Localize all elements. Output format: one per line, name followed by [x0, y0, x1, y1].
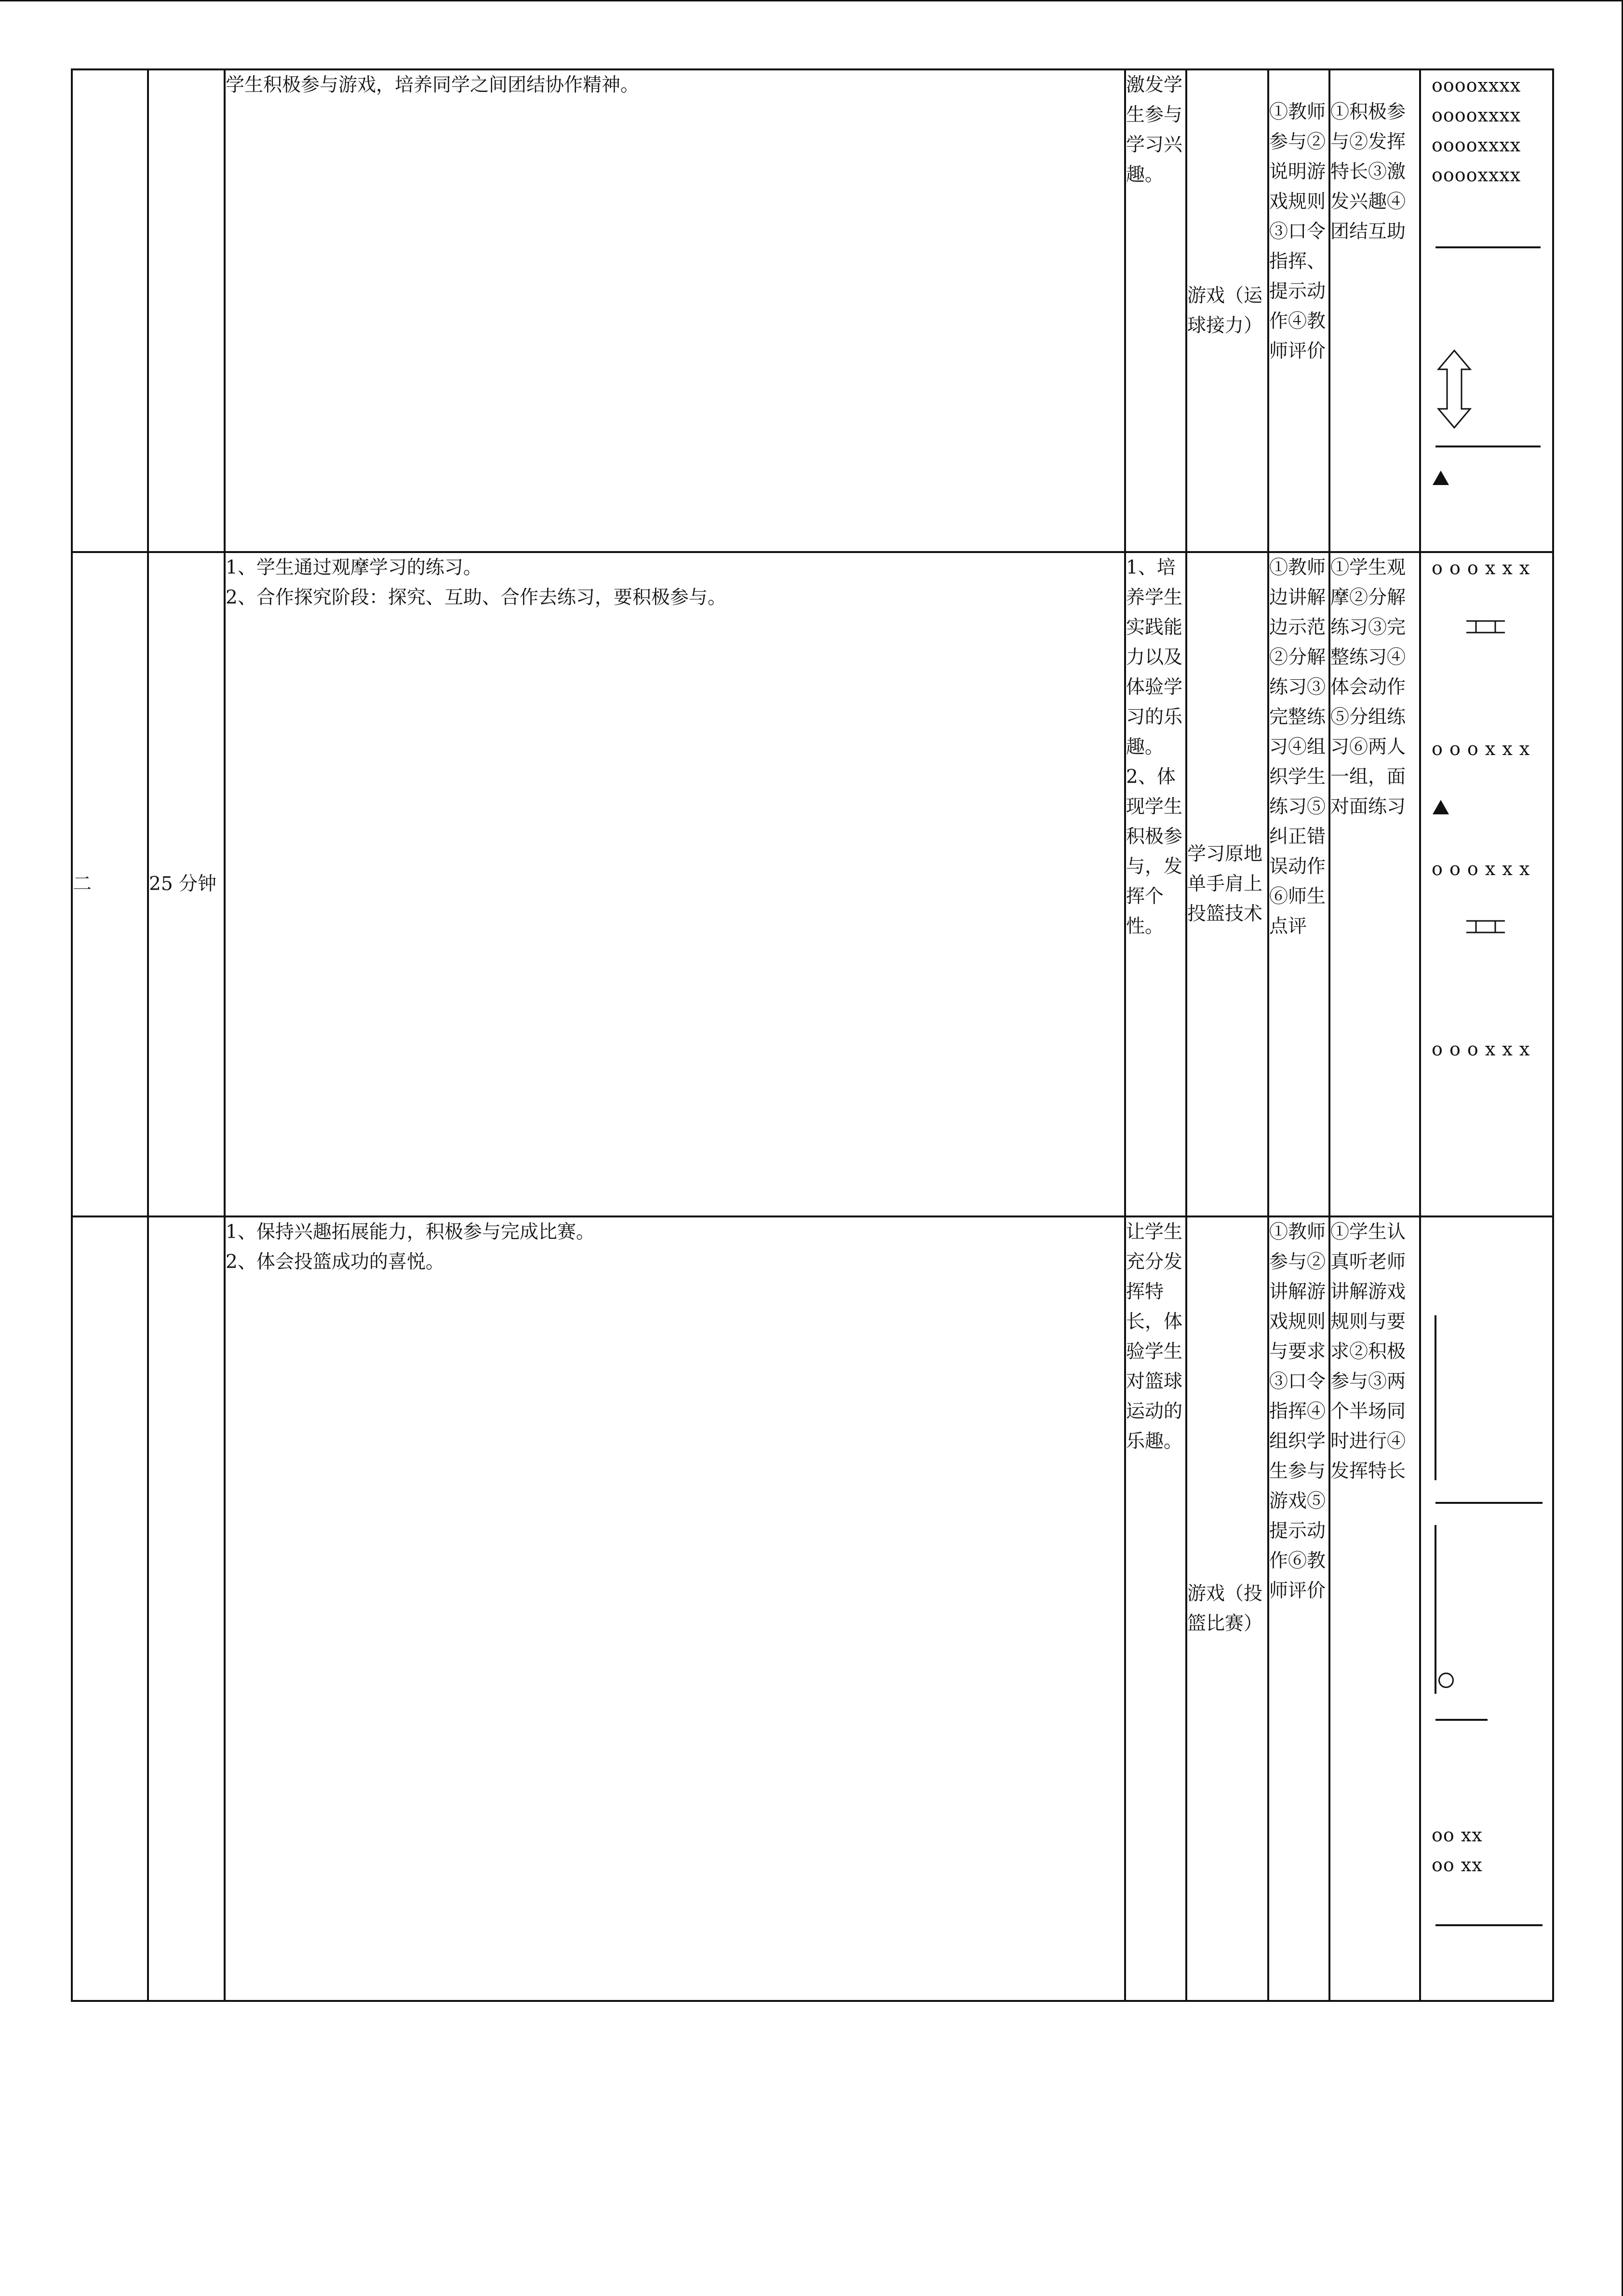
- teacher-marker-icon: [1433, 800, 1449, 814]
- court-line: [1435, 1924, 1543, 1926]
- goal-cell: 1、培养学生实践能力以及体验学习的乐趣。2、体现学生积极参与，发挥个性。: [1125, 552, 1186, 1216]
- content-line: 1、学生通过观摩学习的练习。: [226, 557, 482, 579]
- formation-line: ooooxxxx: [1432, 135, 1521, 156]
- court-sideline: [1435, 1315, 1436, 1480]
- activity-cell: 游戏（运球接力）: [1186, 69, 1268, 552]
- formation-line: ooooxxxx: [1432, 105, 1521, 126]
- page-top-border: [0, 0, 1623, 1]
- formation-line: o o o x x x: [1432, 557, 1530, 579]
- student-cell: ①学生认真听老师讲解游戏规则与要求②积极参与③两个半场同时进行④发挥特长: [1329, 1216, 1420, 2001]
- section-cell: [72, 69, 148, 552]
- formation-line: ooooxxxx: [1432, 164, 1521, 186]
- table-row: [72, 69, 1553, 552]
- court-line: [1435, 446, 1541, 447]
- court-baseline: [1435, 1719, 1488, 1721]
- content-line: 2、体会投篮成功的喜悦。: [226, 1251, 444, 1273]
- teacher-marker-icon: [1433, 471, 1449, 485]
- lesson-plan-table: [71, 68, 1554, 2002]
- double-arrow-icon: [1436, 349, 1472, 429]
- student-cell: ①学生观摩②分解练习③完整练习④体会动作⑤分组练习⑥两人一组，面对面练习: [1329, 552, 1420, 1216]
- time-cell: 25 分钟: [148, 552, 225, 1216]
- basketball-icon: [1438, 1673, 1454, 1688]
- activity-cell: 学习原地单手肩上投篮技术: [1186, 552, 1268, 1216]
- teacher-cell: ①教师边讲解边示范②分解练习③完整练习④组织学生练习⑤纠正错误动作⑥师生点评: [1268, 552, 1329, 1216]
- court-midline: [1435, 1502, 1543, 1504]
- goal-cell: 让学生充分发挥特长，体验学生对篮球运动的乐趣。: [1125, 1216, 1186, 2001]
- student-cell: ①积极参与②发挥特长③激发兴趣④团结互助: [1329, 69, 1420, 552]
- table-row: [72, 552, 1553, 1216]
- basket-hoop-icon: [1465, 918, 1506, 935]
- time-cell: [148, 1216, 225, 2001]
- formation-line: o o o x x x: [1432, 858, 1530, 879]
- goal-cell: 激发学生参与学习兴趣。: [1125, 69, 1186, 552]
- formation-line: oo xx: [1432, 1854, 1483, 1876]
- formation-cell: [1420, 1216, 1553, 2001]
- basket-hoop-icon: [1465, 618, 1506, 635]
- content-cell: [225, 552, 1125, 1216]
- teacher-cell: ①教师参与②讲解游戏规则与要求③口令指挥④组织学生参与游戏⑤提示动作⑥教师评价: [1268, 1216, 1329, 2001]
- content-line: 2、合作探究阶段：探究、互助、合作去练习，要积极参与。: [226, 587, 726, 608]
- content-cell: [225, 1216, 1125, 2001]
- formation-cell: [1420, 552, 1553, 1216]
- formation-cell: [1420, 69, 1553, 552]
- court-sideline: [1435, 1525, 1436, 1694]
- section-cell: [72, 1216, 148, 2001]
- formation-line: o o o x x x: [1432, 1039, 1530, 1060]
- content-line: 学生积极参与游戏，培养同学之间团结协作精神。: [226, 74, 640, 96]
- time-cell: [148, 69, 225, 552]
- activity-cell: 游戏（投篮比赛）: [1186, 1216, 1268, 2001]
- formation-line: o o o x x x: [1432, 738, 1530, 759]
- teacher-cell: ①教师参与②说明游戏规则③口令指挥、提示动作④教师评价: [1268, 69, 1329, 552]
- formation-line: oo xx: [1432, 1824, 1483, 1846]
- content-cell: [225, 69, 1125, 552]
- formation-line: ooooxxxx: [1432, 75, 1521, 96]
- court-line: [1435, 246, 1541, 248]
- table-row: [72, 1216, 1553, 2001]
- content-line: 1、保持兴趣拓展能力，积极参与完成比赛。: [226, 1221, 595, 1243]
- section-cell: 二: [72, 552, 148, 1216]
